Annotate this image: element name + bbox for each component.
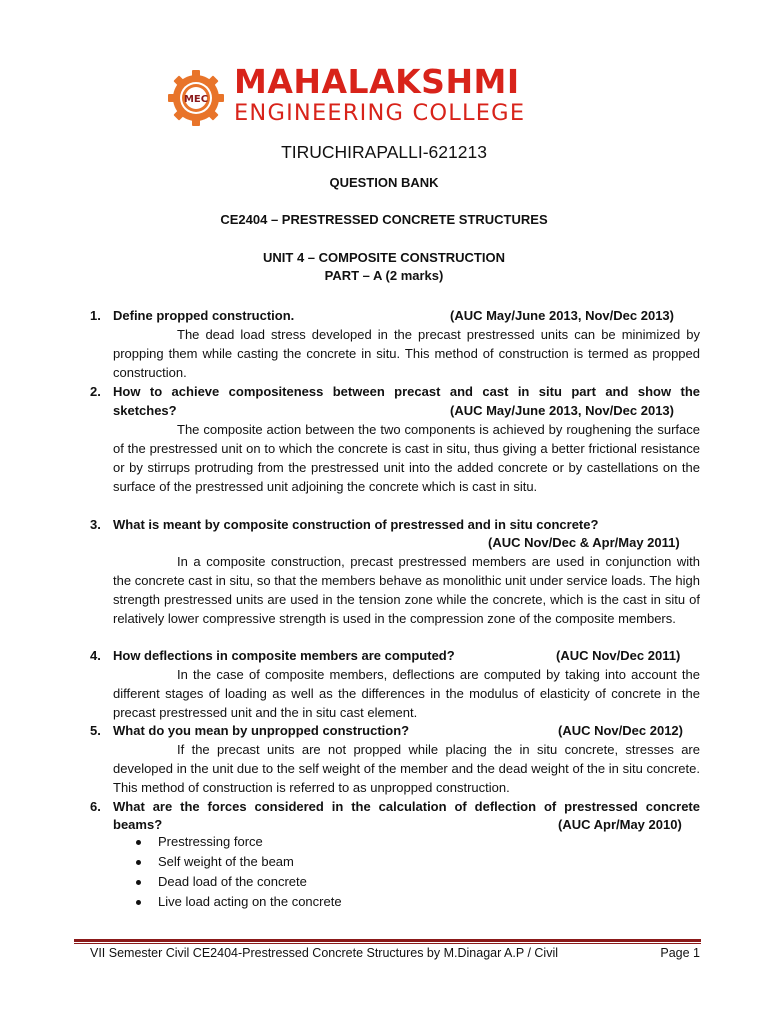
- answer-text: In the case of composite members, deflections are computed by taking into account the different stages of loading as well as the differences in the modulus of elasticity of concrete in the precast prestressed unit and the in situ cast element.: [113, 667, 700, 720]
- answer-3: [113, 552, 700, 628]
- question-text: What is meant by composite construction of prestressed and in situ concrete?: [113, 517, 599, 532]
- question-text: Define propped construction.: [113, 308, 295, 323]
- answer-6-bullet-list: [133, 832, 342, 912]
- question-number: 5.: [90, 723, 101, 738]
- question-text: How to achieve compositeness between precast and cast in situ part and show the: [113, 384, 700, 399]
- answer-text: If the precast units are not propped while placing the in situ concrete, stresses are developed in the unit due to the self weight of the member and the dead weight of the in situ concrete. This method of construction is referred to as unpropped construction.: [113, 742, 700, 795]
- logo-text: MEC: [183, 94, 209, 105]
- question-text: beams?: [113, 817, 163, 832]
- part-title: PART – A (2 marks): [324, 268, 444, 283]
- question-text: What are the forces considered in the calculation of deflection of prestressed concrete: [113, 799, 700, 814]
- question-number: 3.: [90, 517, 101, 532]
- bullet-item: Prestressing force: [133, 832, 342, 852]
- college-subtitle: ENGINEERING COLLEGE: [234, 100, 526, 126]
- unit-title: UNIT 4 – COMPOSITE CONSTRUCTION: [263, 250, 505, 265]
- answer-text: The dead load stress developed in the precast prestressed units can be minimized by propping them while casting the concrete in situ. This method of construction is termed as propped construction.: [113, 327, 700, 380]
- question-number: 4.: [90, 648, 101, 663]
- question-number: 2.: [90, 384, 101, 399]
- question-number: 6.: [90, 799, 101, 814]
- question-reference: (AUC Nov/Dec 2011): [556, 648, 681, 663]
- answer-4: [113, 665, 700, 722]
- question-reference: (AUC May/June 2013, Nov/Dec 2013): [450, 403, 674, 418]
- answer-2: [113, 420, 700, 496]
- question-text: What do you mean by unpropped construction?: [113, 723, 410, 738]
- college-city: TIRUCHIRAPALLI-621213: [281, 142, 487, 162]
- question-text: sketches?: [113, 403, 177, 418]
- question-text: How deflections in composite members are computed?: [113, 648, 455, 663]
- bullet-item: Live load acting on the concrete: [133, 892, 342, 912]
- answer-1: [113, 325, 700, 382]
- page-number: Page 1: [660, 946, 700, 960]
- footer-divider: [74, 939, 701, 942]
- course-title: CE2404 – PRESTRESSED CONCRETE STRUCTURES: [220, 212, 548, 227]
- answer-5: [113, 740, 700, 797]
- college-name: MAHALAKSHMI: [234, 62, 520, 101]
- footer-text: VII Semester Civil CE2404-Prestressed Concrete Structures by M.Dinagar A.P / Civil: [90, 946, 558, 960]
- question-reference: (AUC May/June 2013, Nov/Dec 2013): [450, 308, 674, 323]
- bullet-item: Dead load of the concrete: [133, 872, 342, 892]
- question-number: 1.: [90, 308, 101, 323]
- question-reference: (AUC Apr/May 2010): [558, 817, 682, 832]
- bullet-item: Self weight of the beam: [133, 852, 342, 872]
- answer-text: In a composite construction, precast prestressed members are used in conjunction with the concrete cast in situ, so that the members behave as monolithic unit under service loads. The high strength prestressed units are used in the tension zone while the concrete, which is the cast in situ of relatively lower compressive strength is used in the compression zone of the composite members.: [113, 554, 700, 626]
- question-bank-title: QUESTION BANK: [329, 175, 439, 190]
- question-reference: (AUC Nov/Dec 2012): [558, 723, 683, 738]
- college-logo-icon: [166, 68, 226, 128]
- answer-text: The composite action between the two components is achieved by roughening the surface of the prestressed unit on to which the concrete is cast in situ, thus giving a better frictional resistance or by stirrups protruding from the prestressed unit into the added concrete or by castellations on the surface of the prestressed unit adjoining the concrete which is cast in situ.: [113, 422, 700, 494]
- question-reference: (AUC Nov/Dec & Apr/May 2011): [488, 535, 680, 550]
